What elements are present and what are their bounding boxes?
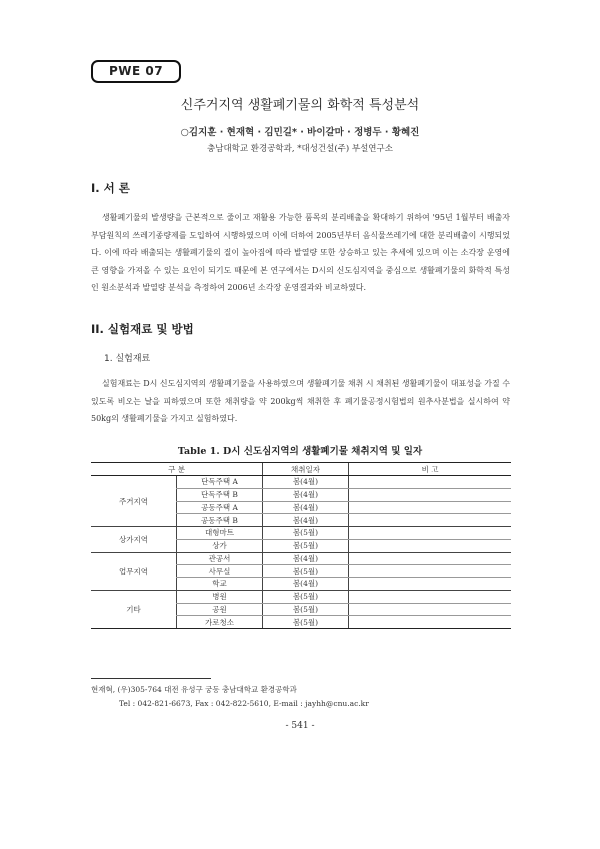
section-1-paragraph xyxy=(91,209,510,297)
table-row xyxy=(91,527,511,540)
remark-cell xyxy=(349,590,512,603)
footnote-divider xyxy=(91,678,211,679)
site-cell: 대형마트 xyxy=(177,527,263,540)
remark-cell xyxy=(349,514,512,527)
site-cell: 공동주택 A xyxy=(177,501,263,514)
date-cell: 봄(4월) xyxy=(263,552,349,565)
site-cell: 학교 xyxy=(177,578,263,591)
site-cell: 병원 xyxy=(177,590,263,603)
sampling-table xyxy=(91,462,511,629)
group-label: 업무지역 xyxy=(91,552,177,590)
date-cell: 봄(4월) xyxy=(263,488,349,501)
date-cell: 봄(5월) xyxy=(263,616,349,629)
header-date: 채취일자 xyxy=(263,463,349,476)
date-cell: 봄(5월) xyxy=(263,539,349,552)
date-cell: 봄(4월) xyxy=(263,514,349,527)
remark-cell xyxy=(349,565,512,578)
date-cell: 봄(4월) xyxy=(263,578,349,591)
page-number: - 541 - xyxy=(285,721,315,731)
site-cell: 단독주택 B xyxy=(177,488,263,501)
group-label: 상가지역 xyxy=(91,527,177,553)
site-cell: 관공서 xyxy=(177,552,263,565)
table-caption: Table 1. D시 신도심지역의 생활폐기물 채취지역 및 일자 xyxy=(177,446,423,457)
site-cell: 공동주택 B xyxy=(177,514,263,527)
remark-cell xyxy=(349,501,512,514)
date-cell: 봄(5월) xyxy=(263,527,349,540)
date-cell: 봄(5월) xyxy=(263,603,349,616)
section-2-heading: II. 실험재료 및 방법 xyxy=(91,322,194,336)
table-row xyxy=(91,552,511,565)
author-list: ○김지훈 · 현재혁 · 김민길* · 바이갈마 · 정병두 · 황혜진 xyxy=(180,127,420,138)
materials-text: 실험재료는 D시 신도심지역의 생활폐기물을 사용하였으며 생활폐기물 채취 시 채취된 생활폐기물이 대표성을 가질 수 있도록 비오는 날을 피하였으며 또한 채취량을 약 200kg씩 채취한 후 폐기물공정시험법의 원추사분법을 실시하여 약 50kg의 생활폐기물을 가지고 실험하였다. xyxy=(91,379,510,423)
header-remark: 비 고 xyxy=(349,463,512,476)
remark-cell xyxy=(349,603,512,616)
section-2-paragraph xyxy=(91,375,510,428)
intro-text: 생활폐기물의 발생량을 근본적으로 줄이고 재활용 가능한 품목의 분리배출을 확대하기 위하여 '95년 1월부터 배출자부담원칙의 쓰레기종량제를 도입하여 시행하였으며 이에 더하여 2005년부터 음식물쓰레기에 대한 분리배출이 시행되었다. 이에 따라 배출되는 생활폐기물의 질이 높아짐에 따라 발열량 또한 상승하고 있는 추세에 있으며 이는 소각장 운영에 큰 영향을 가져올 수 있는 요인이 되기도 때문에 본 연구에서는 D시의 신도심지역을 중심으로 생활폐기물의 화학적 특성인 원소분석과 발열량 분석을 측정하여 2006년 소각장 운영결과와 비교하였다. xyxy=(91,213,510,292)
affiliation: 충남대학교 환경공학과, *대성건설(주) 부설연구소 xyxy=(207,144,393,154)
remark-cell xyxy=(349,616,512,629)
footnote-address: 현재혁, (우)305-764 대전 유성구 궁동 충남대학교 환경공학과 xyxy=(91,685,297,694)
site-cell: 가로청소 xyxy=(177,616,263,629)
remark-cell xyxy=(349,527,512,540)
paper-code-badge: PWE 07 xyxy=(91,60,181,83)
site-cell: 사무실 xyxy=(177,565,263,578)
group-label: 기타 xyxy=(91,590,177,628)
site-cell: 단독주택 A xyxy=(177,476,263,489)
site-cell: 상가 xyxy=(177,539,263,552)
header-category: 구 분 xyxy=(91,463,263,476)
date-cell: 봄(4월) xyxy=(263,476,349,489)
subsection-heading: 1. 실험재료 xyxy=(104,354,151,364)
date-cell: 봄(4월) xyxy=(263,501,349,514)
remark-cell xyxy=(349,488,512,501)
table-row xyxy=(91,590,511,603)
site-cell: 공원 xyxy=(177,603,263,616)
paper-title: 신주거지역 생활폐기물의 화학적 특성분석 xyxy=(180,98,420,113)
group-label: 주거지역 xyxy=(91,476,177,527)
date-cell: 봄(5월) xyxy=(263,590,349,603)
remark-cell xyxy=(349,578,512,591)
remark-cell xyxy=(349,552,512,565)
section-1-heading: I. 서 론 xyxy=(91,181,130,195)
remark-cell xyxy=(349,476,512,489)
table-row xyxy=(91,476,511,489)
footnote-contact: Tel : 042-821-6673, Fax : 042-822-5610, E-mail : jayhh@cnu.ac.kr xyxy=(119,699,369,708)
date-cell: 봄(5월) xyxy=(263,565,349,578)
remark-cell xyxy=(349,539,512,552)
footnote xyxy=(91,683,369,711)
